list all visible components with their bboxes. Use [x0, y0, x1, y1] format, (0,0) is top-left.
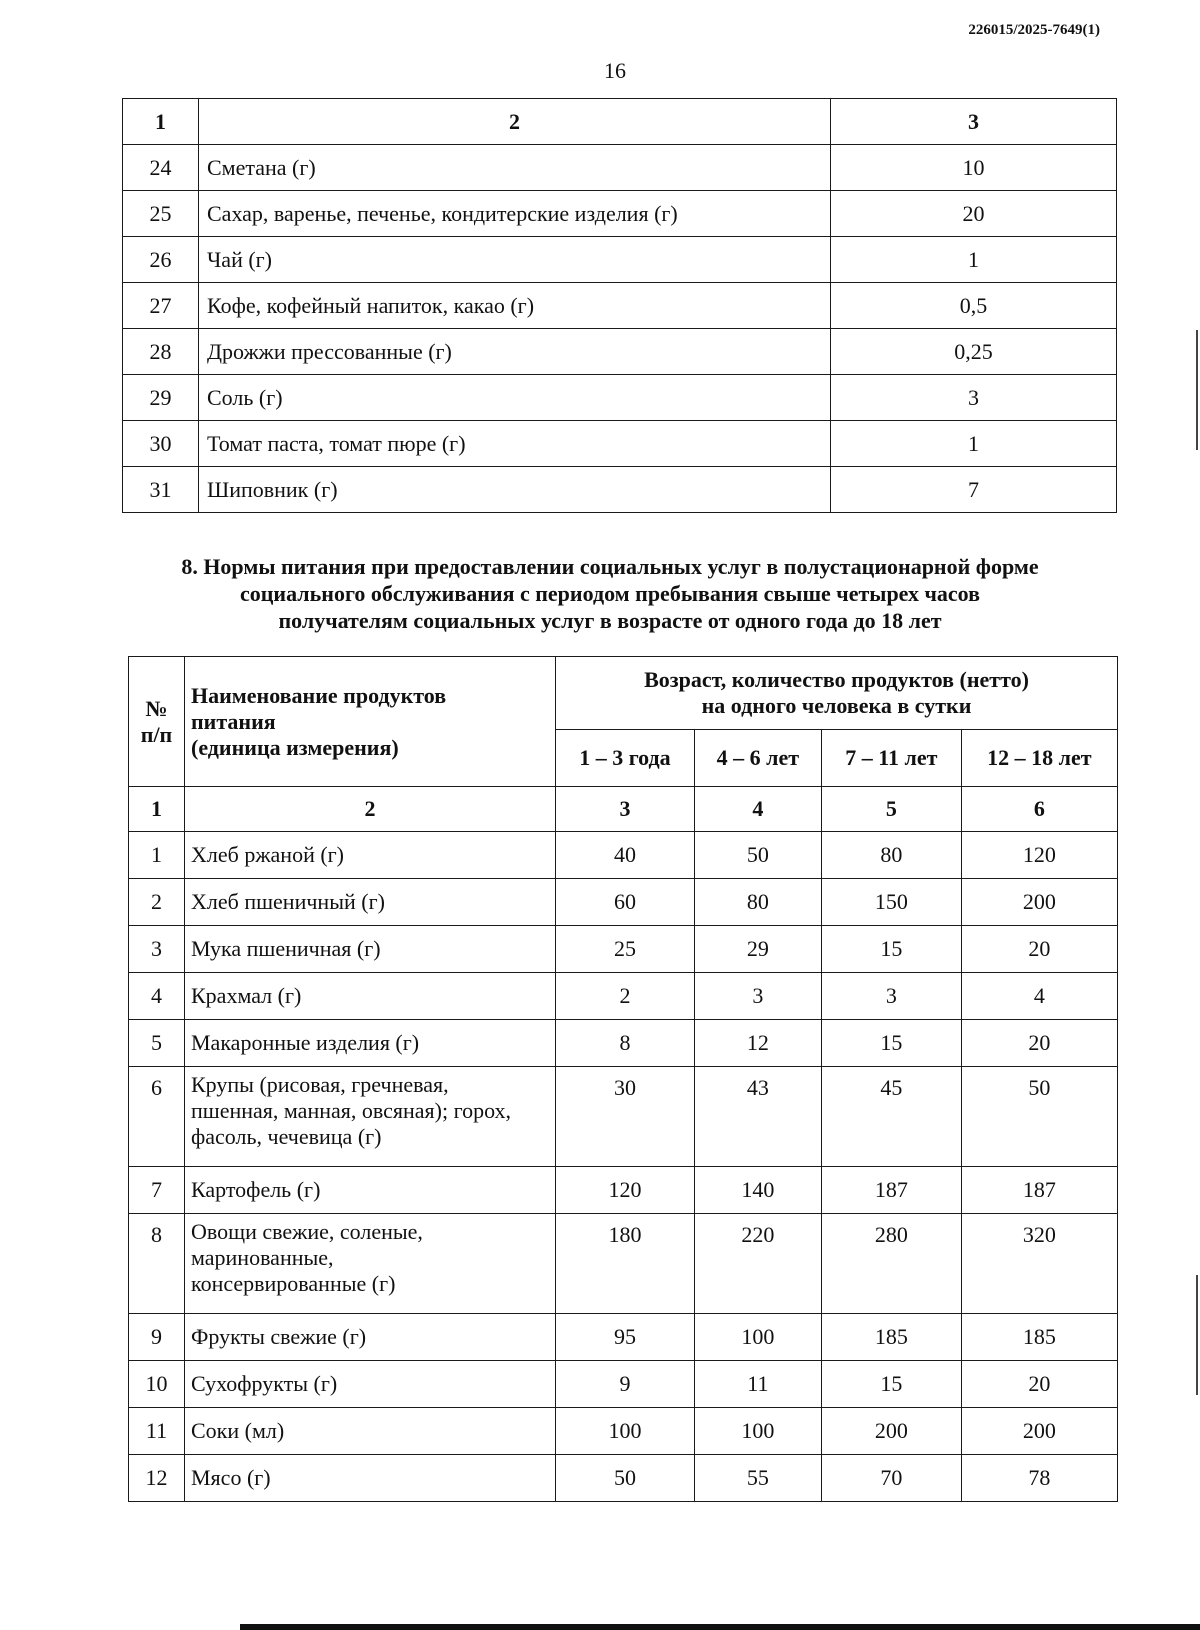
- table-row: [123, 283, 1117, 329]
- age-group-header: 7 – 11 лет: [821, 730, 961, 787]
- row-number: 29: [123, 375, 199, 421]
- amount-cell: 180: [556, 1214, 695, 1314]
- amount-cell: 29: [694, 926, 821, 973]
- product-amount: 20: [831, 191, 1117, 237]
- product-name-line: Овощи свежие, соленые,: [191, 1219, 423, 1244]
- amount-cell: 15: [821, 926, 961, 973]
- row-number: 31: [123, 467, 199, 513]
- amount-cell: 12: [694, 1020, 821, 1067]
- amount-cell: 30: [556, 1067, 695, 1167]
- product-name: Соки (мл): [185, 1408, 556, 1455]
- table-row: [123, 467, 1117, 513]
- table-row: [123, 375, 1117, 421]
- table-row: [129, 832, 1118, 879]
- column-number: 2: [185, 787, 556, 832]
- product-name: Дрожжи прессованные (г): [199, 329, 831, 375]
- amount-cell: 220: [694, 1214, 821, 1314]
- scan-bottom-edge: [240, 1624, 1200, 1630]
- row-number: 6: [129, 1067, 185, 1167]
- amount-cell: 50: [961, 1067, 1117, 1167]
- product-name: Кофе, кофейный напиток, какао (г): [199, 283, 831, 329]
- age-group-header: 12 – 18 лет: [961, 730, 1117, 787]
- column-numbers-row: [129, 787, 1118, 832]
- product-amount: 1: [831, 237, 1117, 283]
- product-amount: 0,25: [831, 329, 1117, 375]
- product-name: [185, 1214, 556, 1314]
- amount-cell: 70: [821, 1455, 961, 1502]
- header-line: (единица измерения): [191, 734, 399, 760]
- product-name: Сметана (г): [199, 145, 831, 191]
- food-norms-table-continued: [122, 98, 1117, 513]
- product-name-line: пшенная, манная, овсяная); горох,: [191, 1098, 512, 1123]
- table-header-row: [123, 99, 1117, 145]
- product-name: Крахмал (г): [185, 973, 556, 1020]
- column-number: 6: [961, 787, 1117, 832]
- column-header-number: [129, 657, 185, 787]
- amount-cell: 150: [821, 879, 961, 926]
- amount-cell: 320: [961, 1214, 1117, 1314]
- row-number: 9: [129, 1314, 185, 1361]
- amount-cell: 43: [694, 1067, 821, 1167]
- table-row: [123, 329, 1117, 375]
- amount-cell: 9: [556, 1361, 695, 1408]
- product-name: Мука пшеничная (г): [185, 926, 556, 973]
- product-name-line: фасоль, чечевица (г): [191, 1124, 382, 1149]
- product-name: [185, 1067, 556, 1167]
- product-amount: 0,5: [831, 283, 1117, 329]
- amount-cell: 15: [821, 1361, 961, 1408]
- amount-cell: 100: [694, 1408, 821, 1455]
- section-title-line: социального обслуживания с периодом пребывания свыше четырех часов: [239, 581, 981, 606]
- amount-cell: 120: [961, 832, 1117, 879]
- product-name: Фрукты свежие (г): [185, 1314, 556, 1361]
- amount-cell: 20: [961, 1020, 1117, 1067]
- table-row: [129, 1020, 1118, 1067]
- amount-cell: 45: [821, 1067, 961, 1167]
- amount-cell: 8: [556, 1020, 695, 1067]
- product-name-line: маринованные,: [191, 1245, 334, 1270]
- table-row: [129, 1455, 1118, 1502]
- row-number: 10: [129, 1361, 185, 1408]
- product-name: Мясо (г): [185, 1455, 556, 1502]
- section-title-line: получателям социальных услуг в возрасте от одного года до 18 лет: [278, 608, 942, 633]
- document-id: 226015/2025-7649(1): [968, 22, 1100, 38]
- section-title-line: 8. Нормы питания при предоставлении социальных услуг в полустационарной форме: [181, 554, 1039, 579]
- amount-cell: 140: [694, 1167, 821, 1214]
- column-header-age-group: [556, 657, 1118, 730]
- amount-cell: 3: [694, 973, 821, 1020]
- amount-cell: 4: [961, 973, 1117, 1020]
- table-row: [129, 1361, 1118, 1408]
- product-name-line: Крупы (рисовая, гречневая,: [191, 1072, 449, 1097]
- amount-cell: 20: [961, 926, 1117, 973]
- row-number: 1: [129, 832, 185, 879]
- amount-cell: 280: [821, 1214, 961, 1314]
- table-row: [129, 1067, 1118, 1167]
- product-amount: 1: [831, 421, 1117, 467]
- product-name: Хлеб ржаной (г): [185, 832, 556, 879]
- table-row: [129, 1314, 1118, 1361]
- product-amount: 3: [831, 375, 1117, 421]
- product-name: Шиповник (г): [199, 467, 831, 513]
- column-header-product-name: [185, 657, 556, 787]
- table-row: [129, 973, 1118, 1020]
- header-line: питания: [191, 708, 276, 734]
- amount-cell: 50: [556, 1455, 695, 1502]
- row-number: 2: [129, 879, 185, 926]
- row-number: 28: [123, 329, 199, 375]
- table-row: [123, 421, 1117, 467]
- table-header-row: [129, 657, 1118, 730]
- header-line: Возраст, количество продуктов (нетто): [644, 667, 1029, 692]
- amount-cell: 60: [556, 879, 695, 926]
- scan-edge-mark: [1196, 330, 1198, 450]
- amount-cell: 78: [961, 1455, 1117, 1502]
- amount-cell: 50: [694, 832, 821, 879]
- amount-cell: 11: [694, 1361, 821, 1408]
- product-name: Чай (г): [199, 237, 831, 283]
- amount-cell: 40: [556, 832, 695, 879]
- column-number: 4: [694, 787, 821, 832]
- amount-cell: 120: [556, 1167, 695, 1214]
- page-number: 16: [604, 58, 626, 83]
- age-group-header: 4 – 6 лет: [694, 730, 821, 787]
- row-number: 7: [129, 1167, 185, 1214]
- table-row: [129, 1408, 1118, 1455]
- amount-cell: 95: [556, 1314, 695, 1361]
- amount-cell: 20: [961, 1361, 1117, 1408]
- row-number: 25: [123, 191, 199, 237]
- amount-cell: 185: [821, 1314, 961, 1361]
- scan-edge-mark: [1196, 1275, 1198, 1395]
- amount-cell: 55: [694, 1455, 821, 1502]
- amount-cell: 185: [961, 1314, 1117, 1361]
- column-number-1: 1: [123, 99, 199, 145]
- product-amount: 7: [831, 467, 1117, 513]
- amount-cell: 15: [821, 1020, 961, 1067]
- product-name: Томат паста, томат пюре (г): [199, 421, 831, 467]
- row-number: 30: [123, 421, 199, 467]
- table-row: [129, 879, 1118, 926]
- amount-cell: 3: [821, 973, 961, 1020]
- food-norms-by-age-table: [128, 656, 1118, 1502]
- product-name: Картофель (г): [185, 1167, 556, 1214]
- amount-cell: 80: [694, 879, 821, 926]
- column-number: 5: [821, 787, 961, 832]
- row-number: 12: [129, 1455, 185, 1502]
- row-number: 26: [123, 237, 199, 283]
- table-row: [123, 191, 1117, 237]
- column-header-number-label: № п/п: [140, 695, 173, 747]
- product-name-line: консервированные (г): [191, 1271, 396, 1296]
- product-name: Сахар, варенье, печенье, кондитерские изделия (г): [199, 191, 831, 237]
- product-name: Макаронные изделия (г): [185, 1020, 556, 1067]
- row-number: 4: [129, 973, 185, 1020]
- table-row: [123, 237, 1117, 283]
- column-number-3: 3: [831, 99, 1117, 145]
- header-line: Наименование продуктов: [191, 682, 447, 708]
- amount-cell: 200: [961, 879, 1117, 926]
- header-line: на одного человека в сутки: [701, 693, 972, 718]
- amount-cell: 187: [961, 1167, 1117, 1214]
- amount-cell: 80: [821, 832, 961, 879]
- amount-cell: 187: [821, 1167, 961, 1214]
- amount-cell: 100: [694, 1314, 821, 1361]
- table-row: [129, 1214, 1118, 1314]
- section-title: [60, 553, 1160, 634]
- amount-cell: 25: [556, 926, 695, 973]
- row-number: 8: [129, 1214, 185, 1314]
- amount-cell: 200: [961, 1408, 1117, 1455]
- row-number: 27: [123, 283, 199, 329]
- amount-cell: 2: [556, 973, 695, 1020]
- table-row: [129, 926, 1118, 973]
- product-amount: 10: [831, 145, 1117, 191]
- amount-cell: 100: [556, 1408, 695, 1455]
- age-group-header: 1 – 3 года: [556, 730, 695, 787]
- column-number: 3: [556, 787, 695, 832]
- row-number: 11: [129, 1408, 185, 1455]
- row-number: 3: [129, 926, 185, 973]
- column-number-2: 2: [199, 99, 831, 145]
- product-name: Соль (г): [199, 375, 831, 421]
- table-row: [129, 1167, 1118, 1214]
- product-name: Сухофрукты (г): [185, 1361, 556, 1408]
- amount-cell: 200: [821, 1408, 961, 1455]
- product-name: Хлеб пшеничный (г): [185, 879, 556, 926]
- row-number: 5: [129, 1020, 185, 1067]
- table-row: [123, 145, 1117, 191]
- column-number: 1: [129, 787, 185, 832]
- row-number: 24: [123, 145, 199, 191]
